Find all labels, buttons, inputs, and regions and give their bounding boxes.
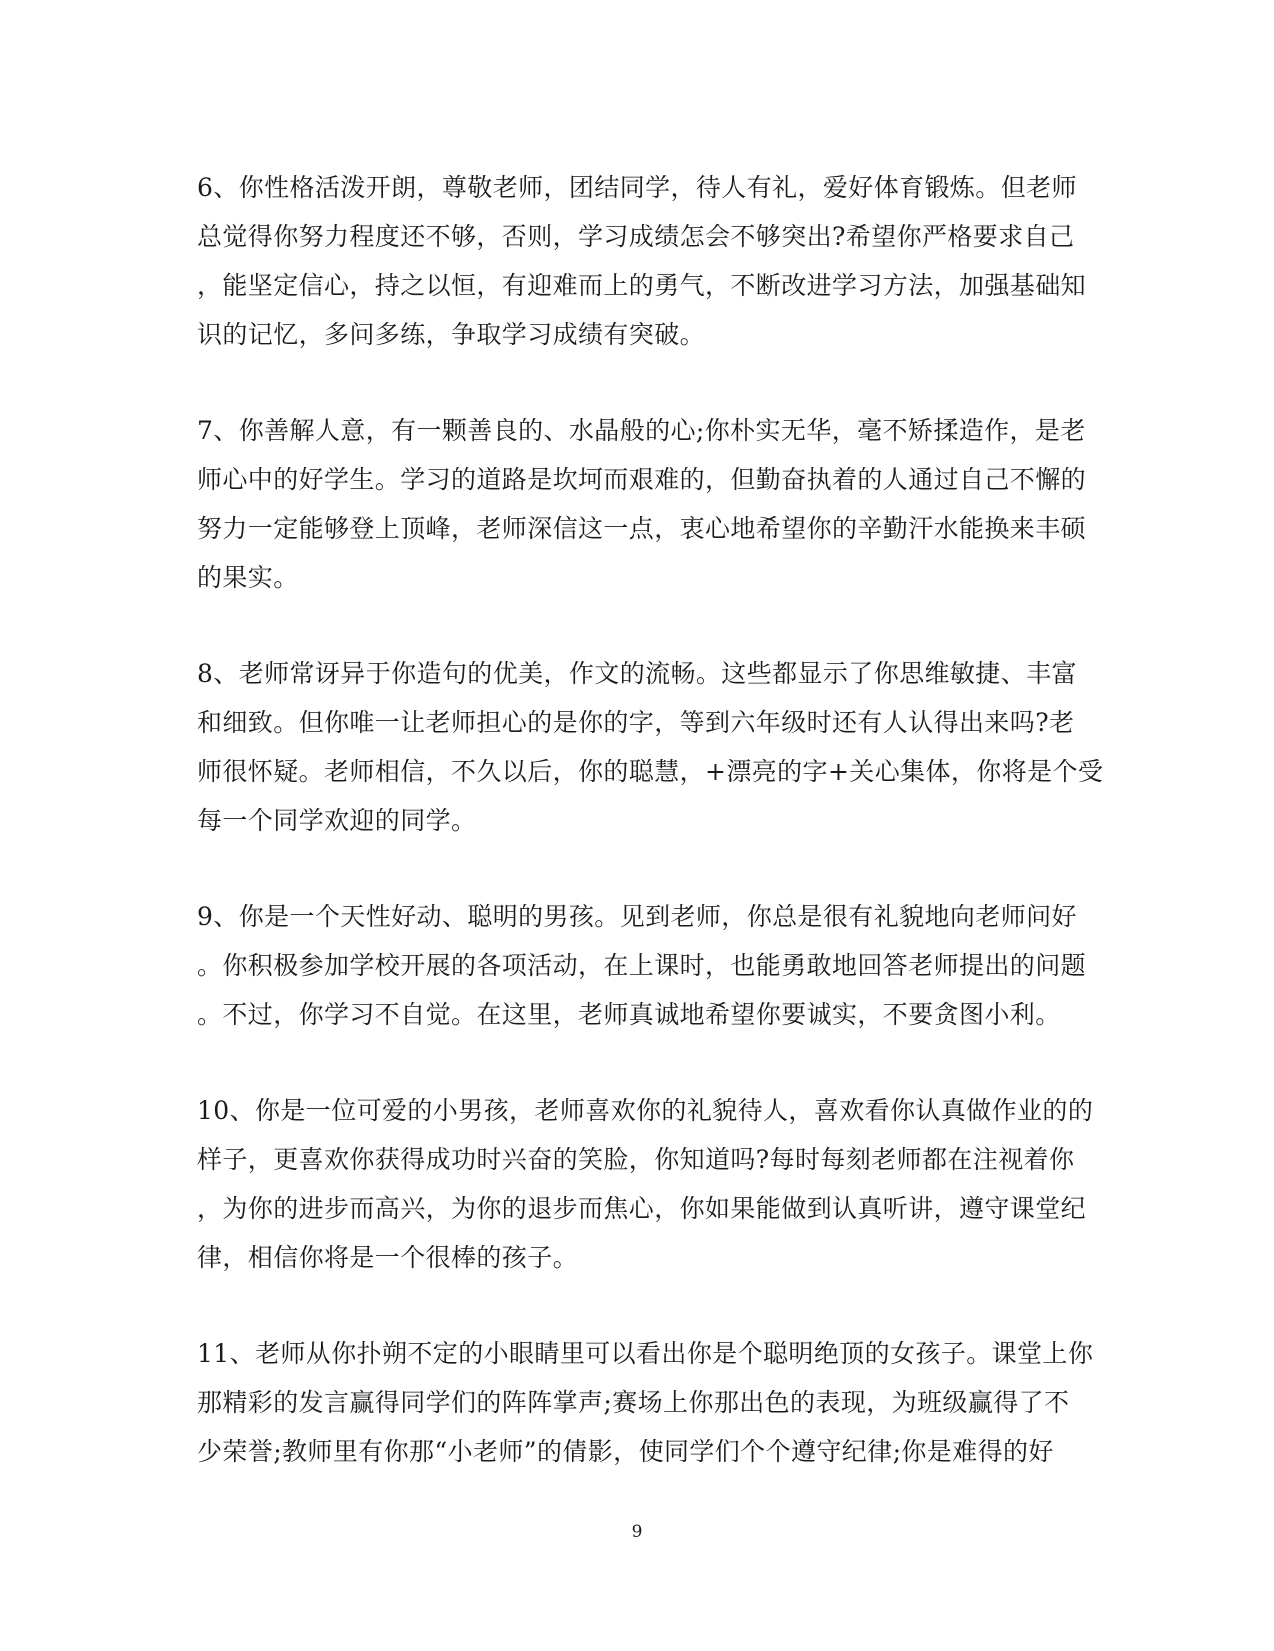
text-line: 每一个同学欢迎的同学。 — [197, 806, 477, 835]
text-line: 努力一定能够登上顶峰，老师深信这一点，衷心地希望你的辛勤汗水能换来丰硕 — [197, 514, 1087, 543]
text-line: 6、你性格活泼开朗，尊敬老师，团结同学，待人有礼，爱好体育锻炼。但老师 — [197, 173, 1077, 202]
text-line: 。你积极参加学校开展的各项活动，在上课时，也能勇敢地回答老师提出的问题 — [197, 951, 1087, 980]
text-line: 师很怀疑。老师相信，不久以后，你的聪慧，+漂亮的字+关心集体，你将是个受 — [197, 757, 1104, 786]
text-line: 样子，更喜欢你获得成功时兴奋的笑脸，你知道吗?每时每刻老师都在注视着你 — [197, 1145, 1075, 1174]
text-line: 那精彩的发言赢得同学们的阵阵掌声;赛场上你那出色的表现，为班级赢得了不 — [197, 1388, 1070, 1417]
text-line: 11、老师从你扑朔不定的小眼睛里可以看出你是个聪明绝顶的女孩子。课堂上你 — [197, 1339, 1094, 1368]
document-body — [197, 163, 1104, 1523]
paragraph-11 — [197, 1329, 1094, 1476]
text-line: 7、你善解人意，有一颗善良的、水晶般的心;你朴实无华，毫不矫揉造作，是老 — [197, 416, 1086, 445]
paragraph-8 — [197, 649, 1104, 845]
paragraph-6 — [197, 163, 1087, 359]
text-line: 少荣誉;教师里有你那“小老师”的倩影，使同学们个个遵守纪律;你是难得的好 — [197, 1437, 1054, 1466]
text-line: 总觉得你努力程度还不够，否则，学习成绩怎会不够突出?希望你严格要求自己 — [197, 222, 1075, 251]
text-line: 识的记忆，多问多练，争取学习成绩有突破。 — [197, 320, 706, 349]
paragraph-9 — [197, 892, 1087, 1039]
text-line: 和细致。但你唯一让老师担心的是你的字，等到六年级时还有人认得出来吗?老 — [197, 708, 1075, 737]
paragraph-7 — [197, 406, 1087, 602]
text-line: 的果实。 — [197, 563, 299, 592]
text-line: 8、老师常讶异于你造句的优美，作文的流畅。这些都显示了你思维敏捷、丰富 — [197, 659, 1077, 688]
paragraph-10 — [197, 1086, 1094, 1282]
text-line: ，能坚定信心，持之以恒，有迎难而上的勇气，不断改进学习方法，加强基础知 — [197, 271, 1087, 300]
text-line: 。不过，你学习不自觉。在这里，老师真诚地希望你要诚实，不要贪图小利。 — [197, 1000, 1061, 1029]
text-line: 师心中的好学生。学习的道路是坎坷而艰难的，但勤奋执着的人通过自己不懈的 — [197, 465, 1087, 494]
text-line: 律，相信你将是一个很棒的孩子。 — [197, 1243, 579, 1272]
page-number: 9 — [631, 1522, 643, 1542]
text-line: ，为你的进步而高兴，为你的退步而焦心，你如果能做到认真听讲，遵守课堂纪 — [197, 1194, 1087, 1223]
text-line: 9、你是一个天性好动、聪明的男孩。见到老师，你总是很有礼貌地向老师问好 — [197, 902, 1077, 931]
text-line: 10、你是一位可爱的小男孩，老师喜欢你的礼貌待人，喜欢看你认真做作业的的 — [197, 1096, 1094, 1125]
